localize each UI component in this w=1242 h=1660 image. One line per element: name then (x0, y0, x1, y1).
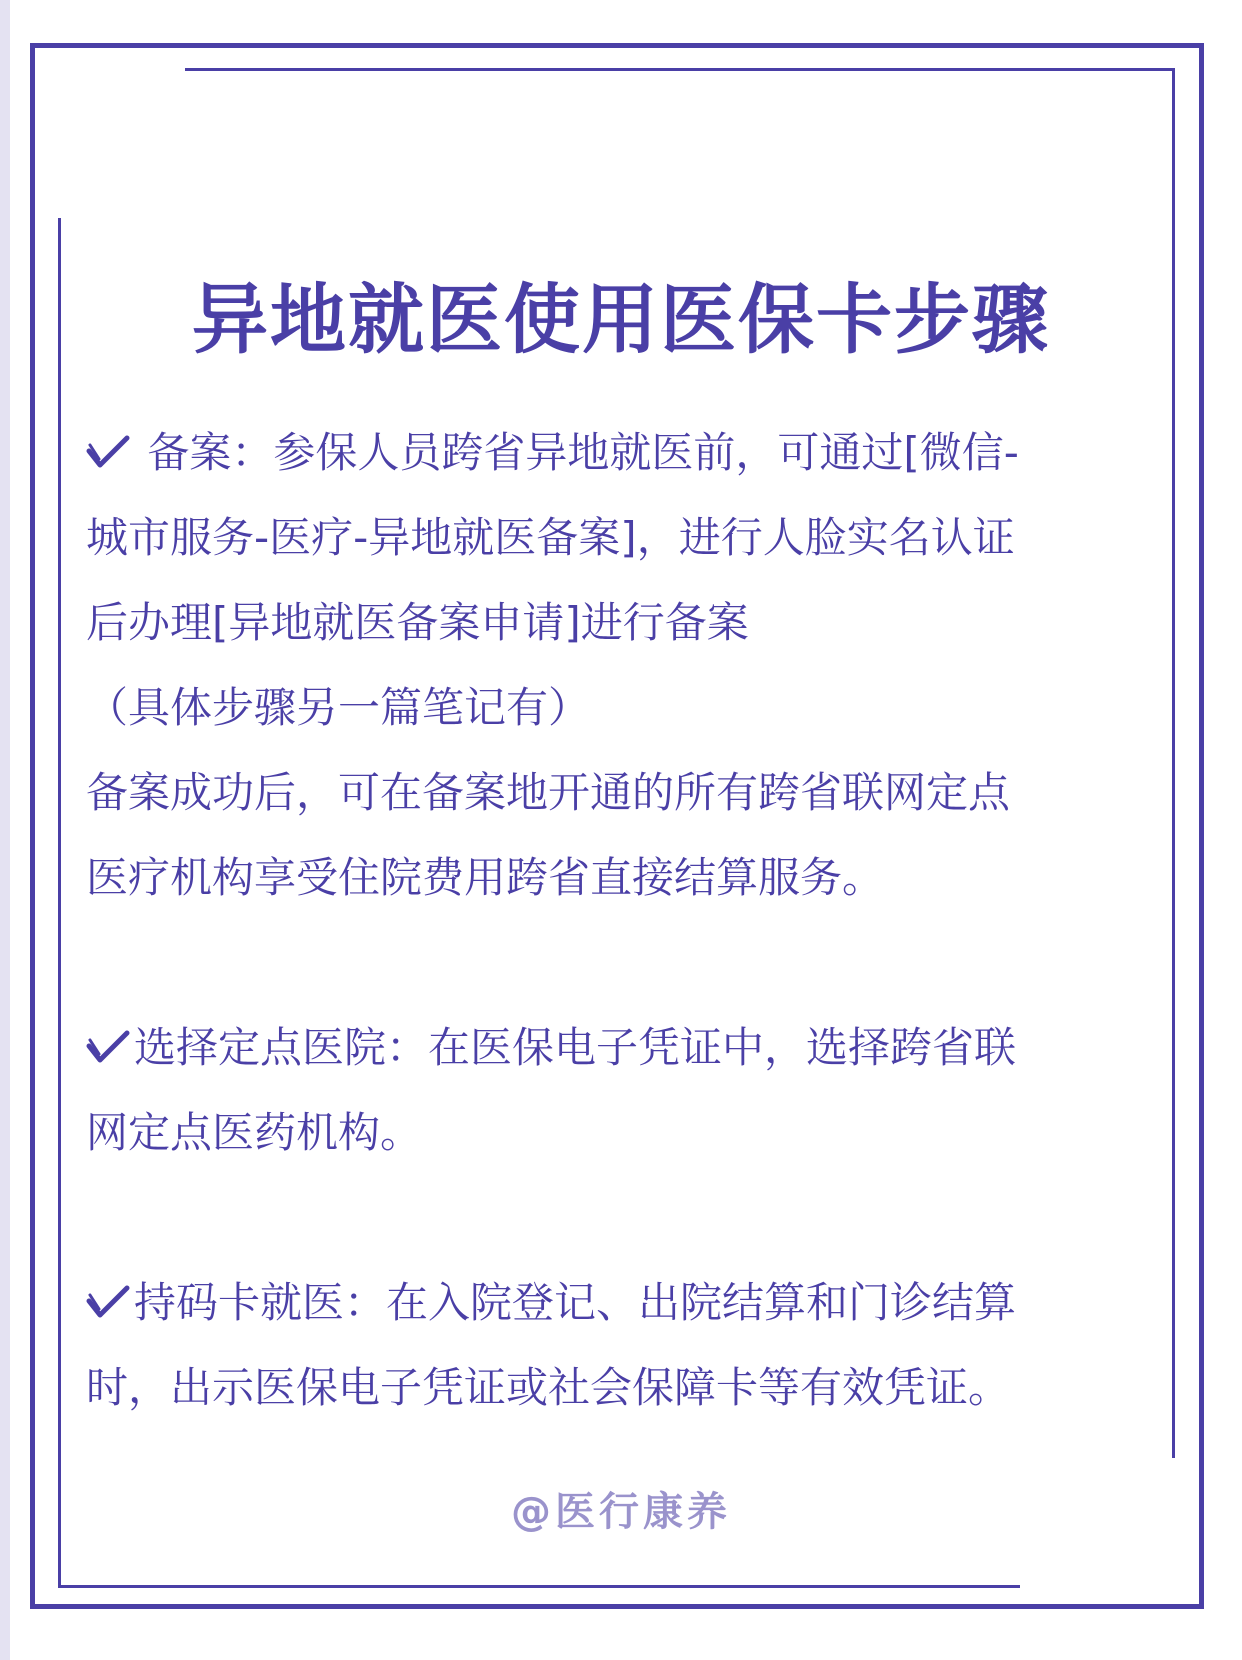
step-select-line-1 (86, 1005, 1136, 1090)
check-mark-icon (86, 1030, 130, 1066)
step-card-text-1: 持码卡就医：在入院登记、出院结算和门诊结算 (134, 1278, 1017, 1327)
step-use-card (86, 1260, 1136, 1430)
section-spacer (86, 1175, 1136, 1260)
inner-top-line (185, 68, 1175, 71)
step-filing-line-5: 备案成功后，可在备案地开通的所有跨省联网定点 (86, 768, 1011, 817)
step-card-line-2: 时，出示医保电子凭证或社会保障卡等有效凭证。 (86, 1363, 1011, 1412)
step-filing-line-3: 后办理[异地就医备案申请]进行备案 (86, 598, 749, 647)
page-title: 异地就医使用医保卡步骤 (192, 274, 1050, 364)
inner-bottom-line (58, 1585, 1020, 1588)
check-mark-icon (86, 435, 130, 471)
footer-watermark: @医行康养 (511, 1489, 731, 1535)
step-filing-line-1 (86, 410, 1136, 495)
step-card-line-1 (86, 1260, 1136, 1345)
left-edge-strip (0, 0, 10, 1660)
inner-left-line (58, 218, 61, 1588)
step-select-hospital (86, 1005, 1136, 1175)
step-filing-text-1: 备案：参保人员跨省异地就医前，可通过[微信- (147, 428, 1019, 477)
check-mark-icon (86, 1285, 130, 1321)
section-spacer (86, 920, 1136, 1005)
step-filing (86, 410, 1136, 920)
step-select-text-1: 选择定点医院：在医保电子凭证中，选择跨省联 (134, 1023, 1017, 1072)
step-filing-line-4: （具体步骤另一篇笔记有） (86, 683, 591, 732)
step-select-line-2: 网定点医药机构。 (86, 1108, 423, 1157)
step-filing-line-2: 城市服务-医疗-异地就医备案]，进行人脸实名认证 (86, 513, 1015, 562)
steps-content (86, 410, 1136, 1430)
step-filing-line-6: 医疗机构享受住院费用跨省直接结算服务。 (86, 853, 885, 902)
